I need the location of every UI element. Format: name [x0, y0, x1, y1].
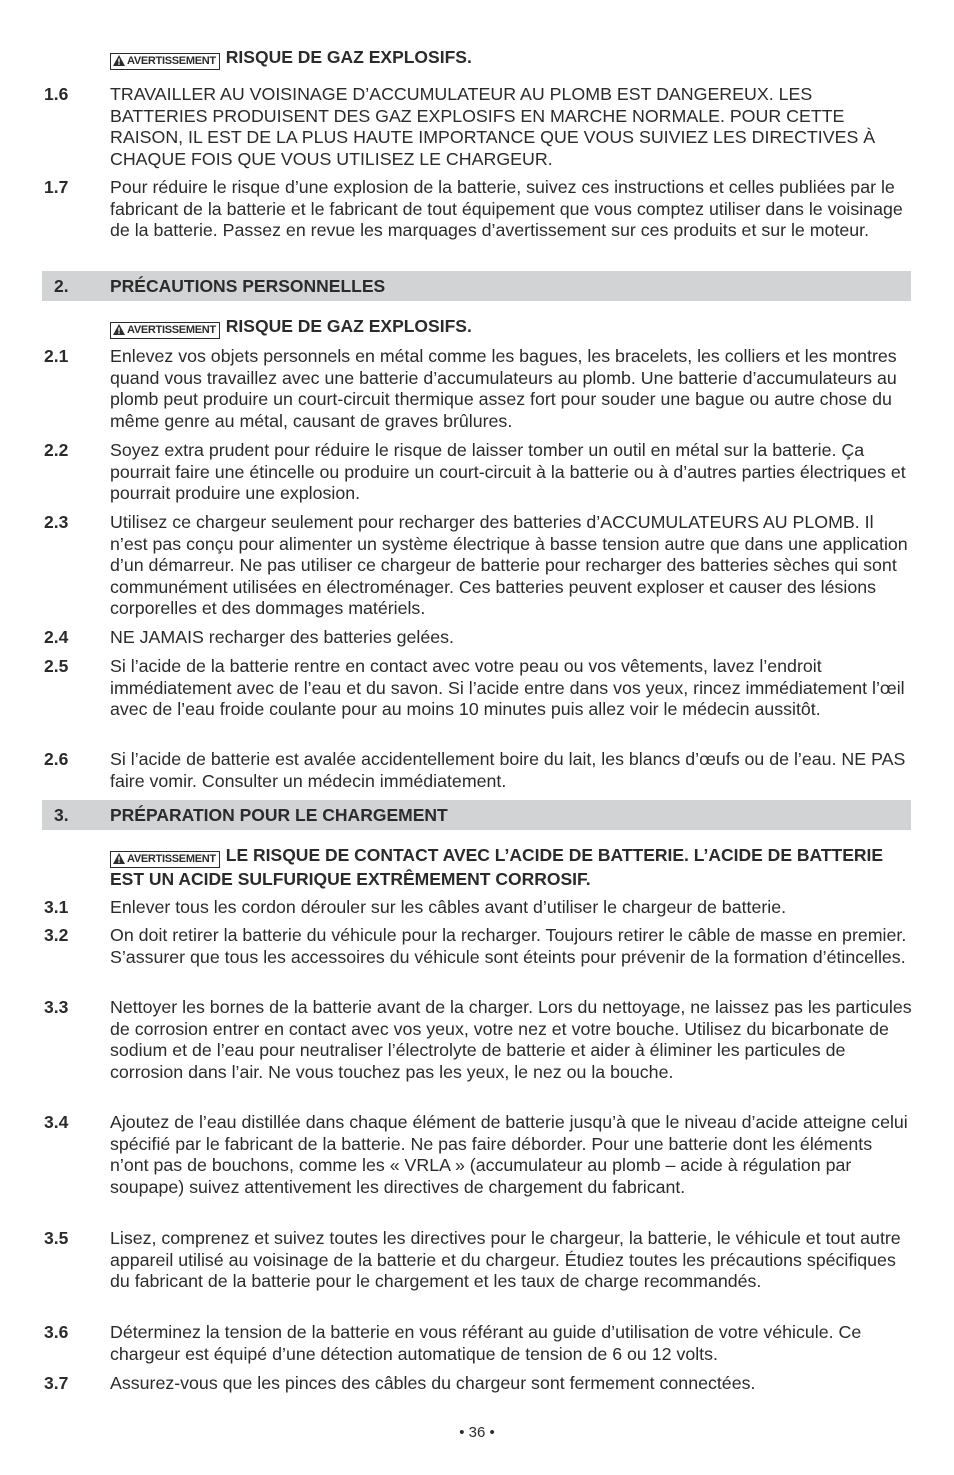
item-number: 3.1: [44, 897, 69, 917]
warning-triangle-icon: [113, 853, 125, 864]
item-number: 2.3: [44, 512, 69, 532]
item-text: Déterminez la tension de la batterie en vous référant au guide d’utilisation de votre véhicule. Ce chargeur est équipé d’une détection automatique de tension de 6 ou 12 volts.: [110, 1322, 862, 1364]
section-header-3: [42, 800, 911, 830]
item-text: Enlever tous les cordon dérouler sur les câbles avant d’utiliser le chargeur de batterie.: [110, 897, 787, 917]
section-title: PRÉPARATION POUR LE CHARGEMENT: [110, 805, 448, 825]
item-number: 2.2: [44, 440, 69, 460]
warning-badge-label: AVERTISSEMENT: [127, 853, 216, 865]
item-text: Pour réduire le risque d’une explosion de la batterie, suivez ces instructions et celles publiées par le fabricant de la batterie et le fabricant de tout équipement que vous comptez utiliser dans le voisinage de la batterie. Passez en revue les marquages d’avertissement sur ces produits et sur le moteur.: [110, 177, 903, 241]
item-text: TRAVAILLER AU VOISINAGE D’ACCUMULATEUR AU PLOMB EST DANGEREUX. LES BATTERIES PRODUISENT DES GAZ EXPLOSIFS EN MARCHE NORMALE. POUR CETTE RAISON, IL EST DE LA PLUS HAUTE IMPORTANCE QUE VOUS SUIVIEZ LES DIRECTIVES À CHAQUE FOIS QUE VOUS UTILISEZ LE CHARGEUR.: [110, 84, 876, 169]
item-number: 3.6: [44, 1322, 69, 1342]
item-text: Ajoutez de l’eau distillée dans chaque élément de batterie jusqu’à que le niveau d’acide atteigne celui spécifié par le fabricant de la batterie. Ne pas faire déborder. Pour une batterie dont les éléments n’ont pas de bouchons, comme les « VRLA » (accumulateur au plomb – acide à régulation par soupape) suivez attentivement les directives de chargement du fabricant.: [110, 1112, 908, 1197]
item-text: Assurez-vous que les pinces des câbles du chargeur sont fermement connectées.: [110, 1373, 756, 1393]
warning-explosive-gas-2: [110, 315, 472, 339]
warning-badge: [110, 322, 220, 339]
item-number: 3.4: [44, 1112, 69, 1132]
item-number: 1.7: [44, 177, 69, 197]
item-number: 3.3: [44, 997, 69, 1017]
warning-text: RISQUE DE GAZ EXPLOSIFS.: [225, 47, 472, 67]
item-text: Nettoyer les bornes de la batterie avant de la charger. Lors du nettoyage, ne laissez pas les particules de corrosion entrer en contact avec vos yeux, votre nez et votre bouche. Utilisez du bicarbonate de sodium et de l’eau pour neutraliser l’électrolyte de batterie et aider à éliminer les particules de corrosion dans l’air. Ne vous touchez pas les yeux, le nez ou la bouche.: [110, 997, 912, 1082]
item-text: Si l’acide de batterie est avalée accidentellement boire du lait, les blancs d’œufs ou de l’eau. NE PAS faire vomir. Consulter un médecin immédiatement.: [110, 749, 906, 791]
item-number: 2.1: [44, 346, 69, 366]
item-number: 3.2: [44, 925, 69, 945]
item-text: Utilisez ce chargeur seulement pour recharger des batteries d’ACCUMULATEURS AU PLOMB. Il n’est pas conçu pour alimenter un système électrique à basse tension autre que dans une application d’un démarreur. Ne pas utiliser ce chargeur de batterie pour recharger des batteries sèches qui sont communément utilisées en électroménager. Ces batteries peuvent exploser et causer des lésions corporelles et des dommages matériels.: [110, 512, 908, 619]
warning-badge-label: AVERTISSEMENT: [127, 55, 216, 67]
section-header-2: [42, 271, 911, 301]
item-number: 1.6: [44, 84, 69, 104]
warning-badge-label: AVERTISSEMENT: [127, 324, 216, 336]
item-text: Si l’acide de la batterie rentre en contact avec votre peau ou vos vêtements, lavez l’endroit immédiatement avec de l’eau et du savon. Si l’acide entre dans vos yeux, rincez immédiatement l’œil avec de l’eau froide coulante pour au moins 10 minutes puis allez voir le médecin aussitôt.: [110, 656, 905, 720]
warning-triangle-icon: [113, 55, 125, 66]
item-text: Soyez extra prudent pour réduire le risque de laisser tomber un outil en métal sur la batterie. Ça pourrait faire une étincelle ou produire un court-circuit à la batterie ou à d’autres parties électriques et pourrait produire une explosion.: [110, 440, 906, 504]
item-number: 2.4: [44, 627, 69, 647]
section-title: PRÉCAUTIONS PERSONNELLES: [110, 276, 386, 296]
warning-text: RISQUE DE GAZ EXPLOSIFS.: [225, 316, 472, 336]
warning-badge: [110, 53, 220, 70]
warning-text: LE RISQUE DE CONTACT AVEC L’ACIDE DE BATTERIE. L’ACIDE DE BATTERIE EST UN ACIDE SULFURIQUE EXTRÊMEMENT CORROSIF.: [110, 845, 884, 889]
item-text: NE JAMAIS recharger des batteries gelées.: [110, 627, 454, 647]
page-number: • 36 •: [459, 1424, 495, 1441]
section-number: 2.: [54, 276, 69, 296]
item-text: On doit retirer la batterie du véhicule pour la recharger. Toujours retirer le câble de masse en premier. S’assurer que tous les accessoires du véhicule sont éteints pour prévenir de la formation d’étincelles.: [110, 925, 907, 967]
item-text: Lisez, comprenez et suivez toutes les directives pour le chargeur, la batterie, le véhicule et tout autre appareil utilisé au voisinage de la batterie et du chargeur. Étudiez toutes les précautions spécifiques du fabricant de la batterie pour le chargement et les taux de charge recommandés.: [110, 1228, 901, 1292]
item-text: Enlevez vos objets personnels en métal comme les bagues, les bracelets, les colliers et les montres quand vous travaillez avec une batterie d’accumulateurs au plomb. Une batterie d’accumulateurs au plomb peut produire un court-circuit thermique assez fort pour souder une bague ou autre chose du même genre au métal, causant de graves brûlures.: [110, 346, 897, 431]
warning-badge: [110, 851, 220, 868]
warning-battery-acid: [110, 844, 910, 890]
item-number: 3.7: [44, 1373, 69, 1393]
section-number: 3.: [54, 805, 69, 825]
item-number: 2.6: [44, 749, 69, 769]
warning-explosive-gas-1: [110, 46, 472, 70]
warning-triangle-icon: [113, 324, 125, 335]
item-number: 2.5: [44, 656, 69, 676]
item-number: 3.5: [44, 1228, 69, 1248]
